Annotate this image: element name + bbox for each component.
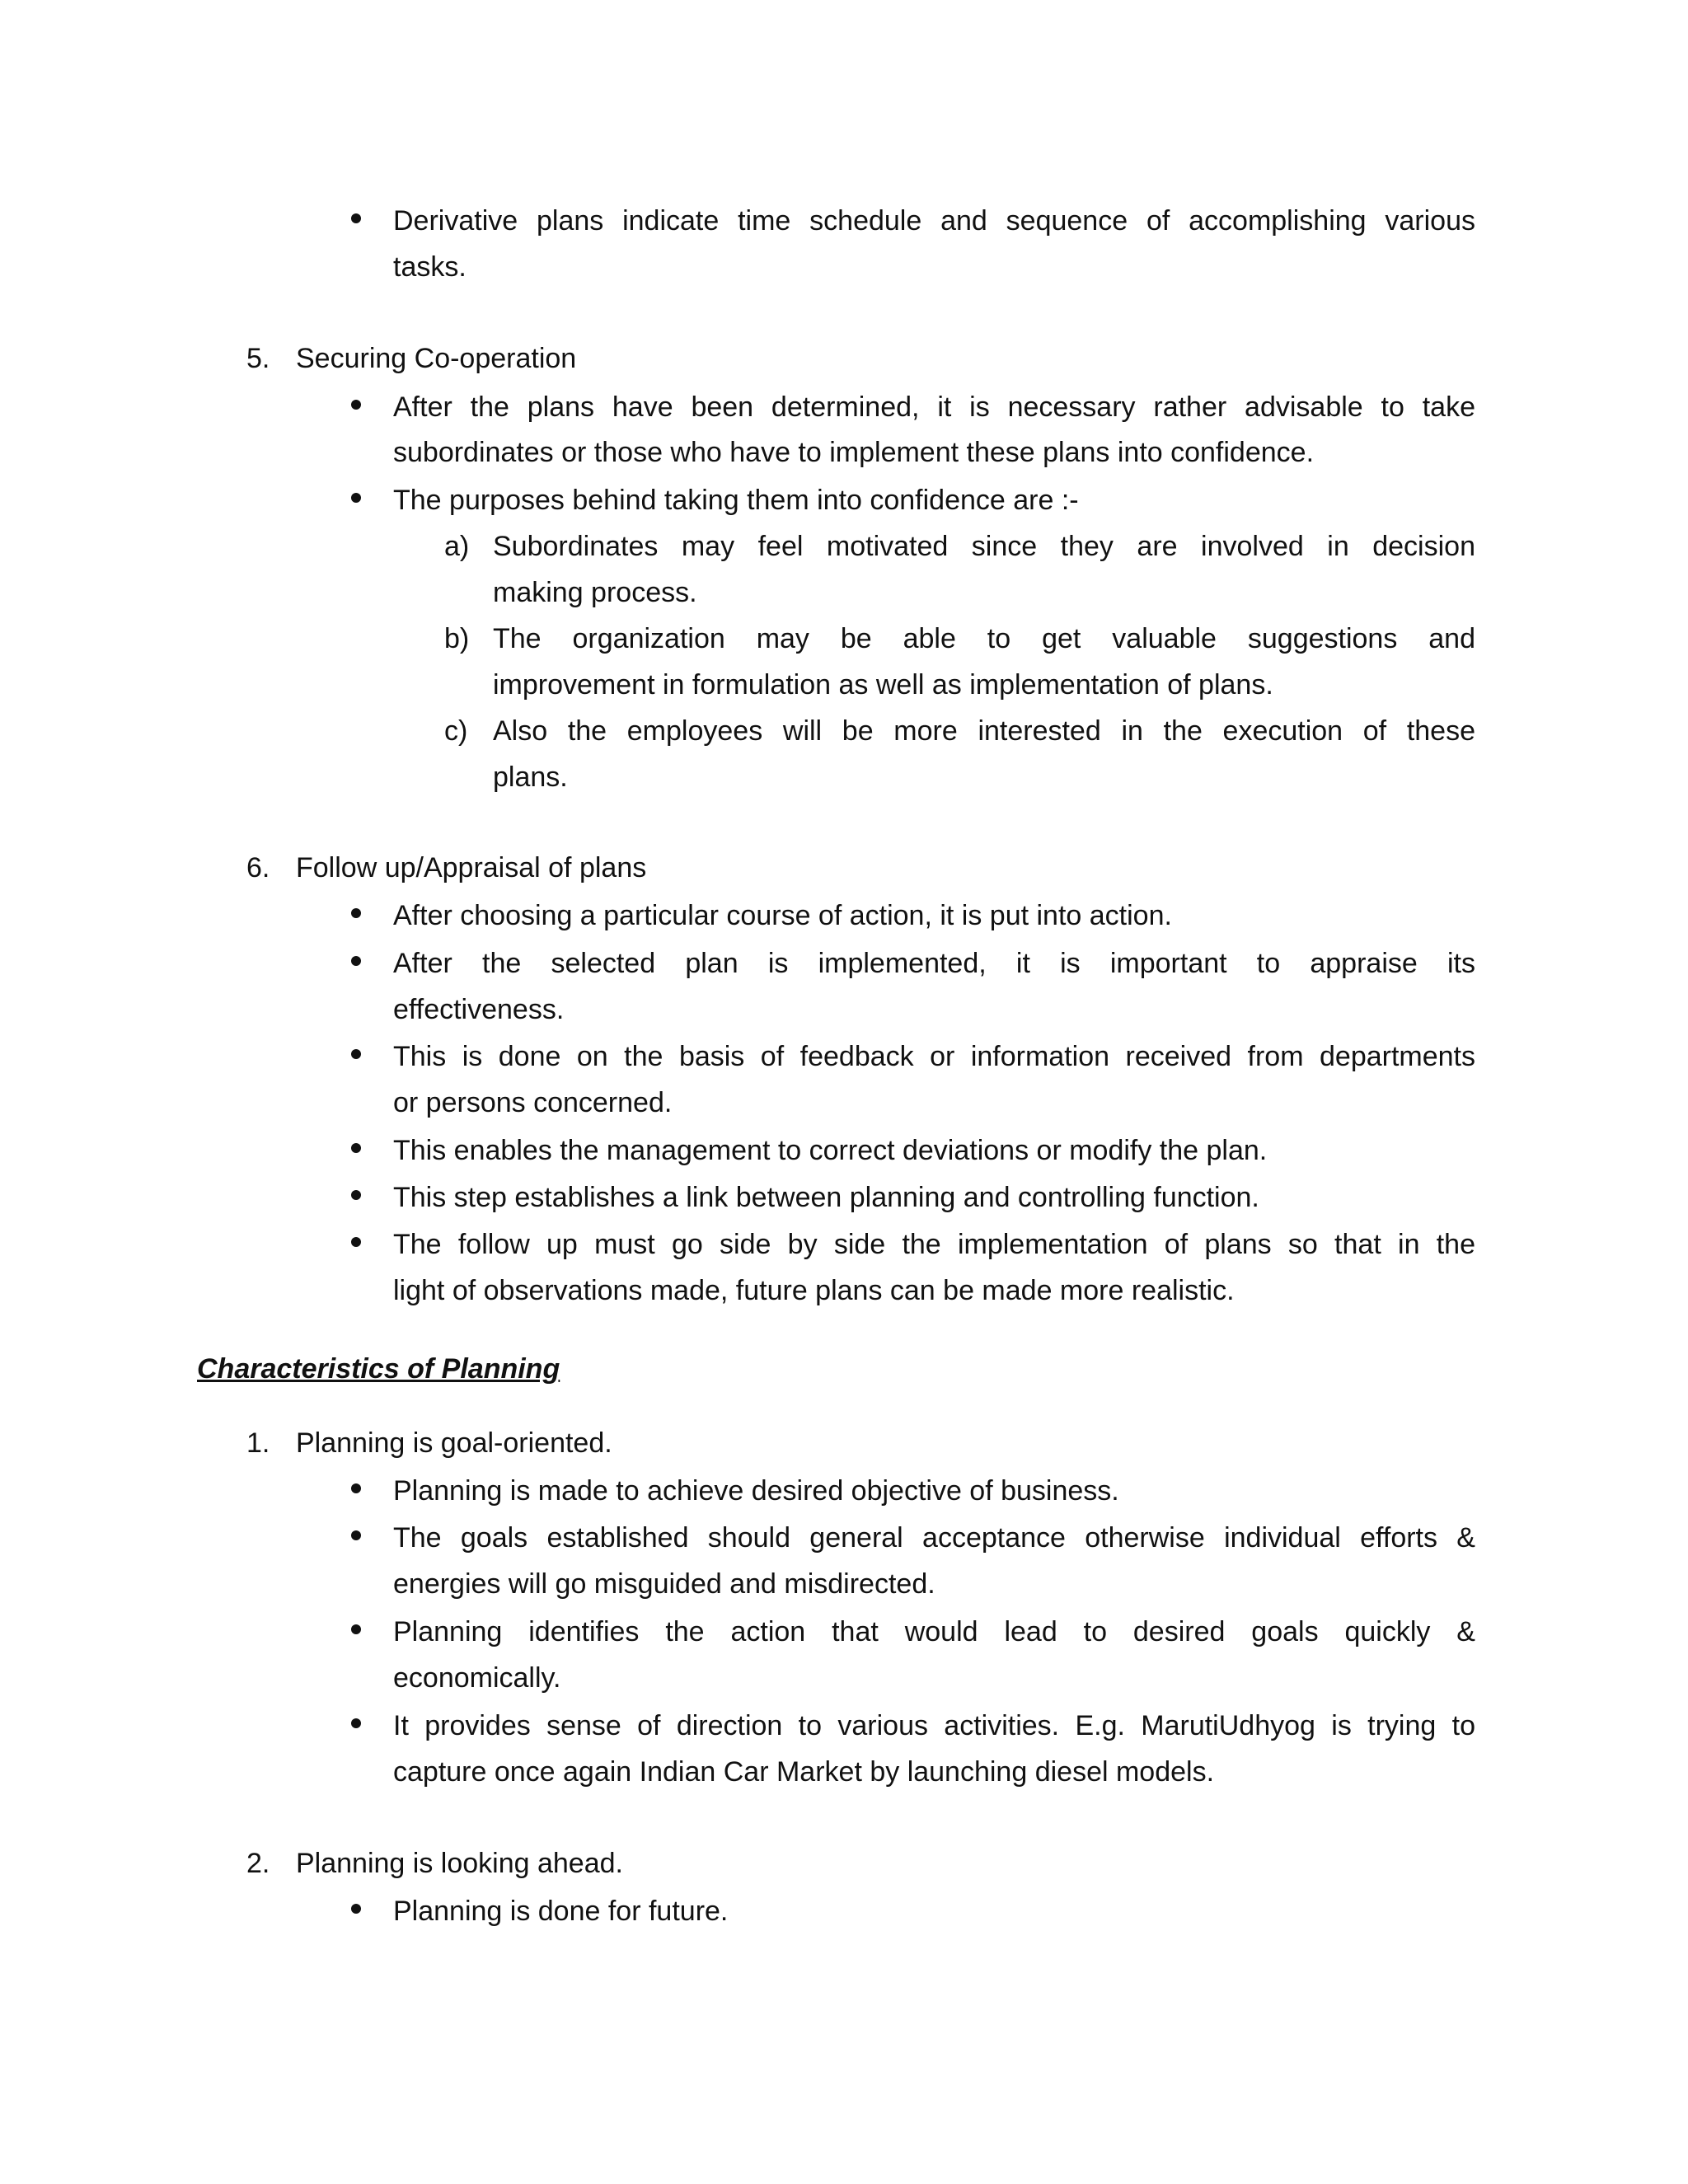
list-number: 5. bbox=[246, 343, 270, 374]
bullet-text-continued: or persons concerned. bbox=[393, 1087, 673, 1118]
sublist-label: a) bbox=[444, 531, 470, 562]
bullet-text: It provides sense of direction to various activities. E.g. MarutiUdhyog is trying to bbox=[393, 1710, 1475, 1741]
bullet-text: Planning is done for future. bbox=[393, 1896, 729, 1927]
list-item-title: Planning is looking ahead. bbox=[296, 1848, 623, 1879]
bullet-text: This is done on the basis of feedback or information received from departments bbox=[393, 1041, 1475, 1072]
bullet-text: Derivative plans indicate time schedule and sequence of accomplishing various bbox=[393, 205, 1475, 237]
sublist-text-continued: improvement in formulation as well as implementation of plans. bbox=[493, 669, 1273, 701]
section-heading: Characteristics of Planning bbox=[197, 1353, 560, 1385]
sublist-label: b) bbox=[444, 623, 470, 654]
bullet-dot bbox=[351, 1237, 361, 1247]
bullet-text: After choosing a particular course of action, it is put into action. bbox=[393, 900, 1172, 931]
bullet-dot bbox=[351, 956, 361, 966]
bullet-dot bbox=[351, 1718, 361, 1728]
sublist-text-continued: making process. bbox=[493, 577, 697, 608]
sublist-text: Also the employees will be more interested in the execution of these bbox=[493, 715, 1475, 747]
bullet-text: The goals established should general acceptance otherwise individual efforts & bbox=[393, 1522, 1475, 1554]
list-item-title: Securing Co-operation bbox=[296, 343, 577, 374]
list-number: 6. bbox=[246, 852, 270, 883]
list-item-title: Follow up/Appraisal of plans bbox=[296, 852, 647, 883]
bullet-text: Planning identifies the action that would lead to desired goals quickly & bbox=[393, 1616, 1475, 1647]
bullet-text-continued: capture once again Indian Car Market by launching diesel models. bbox=[393, 1756, 1215, 1788]
bullet-dot bbox=[351, 1530, 361, 1540]
bullet-dot bbox=[351, 400, 361, 410]
bullet-text-continued: effectiveness. bbox=[393, 994, 565, 1025]
list-number: 2. bbox=[246, 1848, 270, 1879]
bullet-text: Planning is made to achieve desired objective of business. bbox=[393, 1475, 1119, 1507]
bullet-text-continued: subordinates or those who have to implement these plans into confidence. bbox=[393, 437, 1315, 468]
bullet-text-continued: energies will go misguided and misdirected. bbox=[393, 1568, 935, 1600]
bullet-dot bbox=[351, 1190, 361, 1200]
bullet-dot bbox=[351, 213, 361, 223]
bullet-dot bbox=[351, 1143, 361, 1153]
bullet-text: This enables the management to correct deviations or modify the plan. bbox=[393, 1135, 1268, 1166]
list-number: 1. bbox=[246, 1427, 270, 1459]
bullet-text: After the plans have been determined, it is necessary rather advisable to take bbox=[393, 391, 1475, 423]
bullet-dot bbox=[351, 1483, 361, 1493]
bullet-dot bbox=[351, 493, 361, 503]
bullet-text-continued: economically. bbox=[393, 1662, 561, 1694]
bullet-text: The follow up must go side by side the implementation of plans so that in the bbox=[393, 1229, 1475, 1260]
bullet-dot bbox=[351, 1624, 361, 1634]
bullet-text-continued: tasks. bbox=[393, 251, 467, 283]
bullet-dot bbox=[351, 1049, 361, 1059]
bullet-text: After the selected plan is implemented, it is important to appraise its bbox=[393, 948, 1475, 979]
bullet-text-continued: light of observations made, future plans can be made more realistic. bbox=[393, 1275, 1235, 1306]
sublist-label: c) bbox=[444, 715, 468, 747]
bullet-text: This step establishes a link between planning and controlling function. bbox=[393, 1182, 1259, 1213]
sublist-text: Subordinates may feel motivated since they are involved in decision bbox=[493, 531, 1475, 562]
bullet-dot bbox=[351, 1904, 361, 1914]
sublist-text: The organization may be able to get valuable suggestions and bbox=[493, 623, 1475, 654]
bullet-dot bbox=[351, 908, 361, 918]
list-item-title: Planning is goal-oriented. bbox=[296, 1427, 612, 1459]
sublist-text-continued: plans. bbox=[493, 762, 568, 793]
bullet-text: The purposes behind taking them into confidence are :- bbox=[393, 485, 1079, 516]
